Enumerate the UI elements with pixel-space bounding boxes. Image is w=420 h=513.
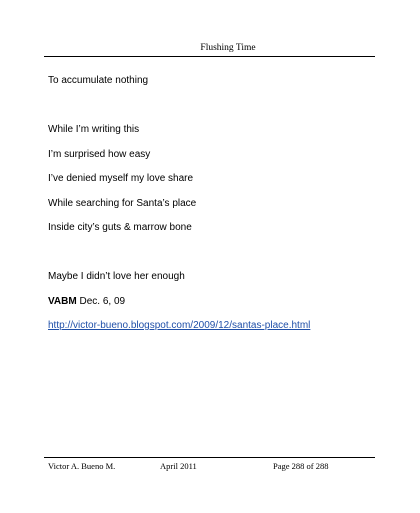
footer-date: April 2011 xyxy=(160,461,197,471)
footer-page-number: Page 288 of 288 xyxy=(273,461,329,471)
poem-line: Maybe I didn’t love her enough xyxy=(48,271,185,282)
blog-link[interactable]: http://victor-bueno.blogspot.com/2009/12/santas-place.html xyxy=(48,320,311,331)
poem-line: To accumulate nothing xyxy=(48,75,149,86)
poem-line: I’ve denied myself my love share xyxy=(48,173,194,184)
footer-author: Victor A. Bueno M. xyxy=(48,461,116,471)
footer-divider xyxy=(44,457,375,458)
header-divider xyxy=(44,56,375,57)
author-initials: VABM xyxy=(48,296,77,307)
poem-line: Inside city’s guts & marrow bone xyxy=(48,222,192,233)
poem-line: I’m surprised how easy xyxy=(48,149,151,160)
poem-line: While I’m writing this xyxy=(48,124,140,135)
header-title: Flushing Time xyxy=(200,43,256,53)
poem-line: While searching for Santa’s place xyxy=(48,198,197,209)
signature-line xyxy=(48,295,125,308)
signature-date: Dec. 6, 09 xyxy=(79,296,126,307)
